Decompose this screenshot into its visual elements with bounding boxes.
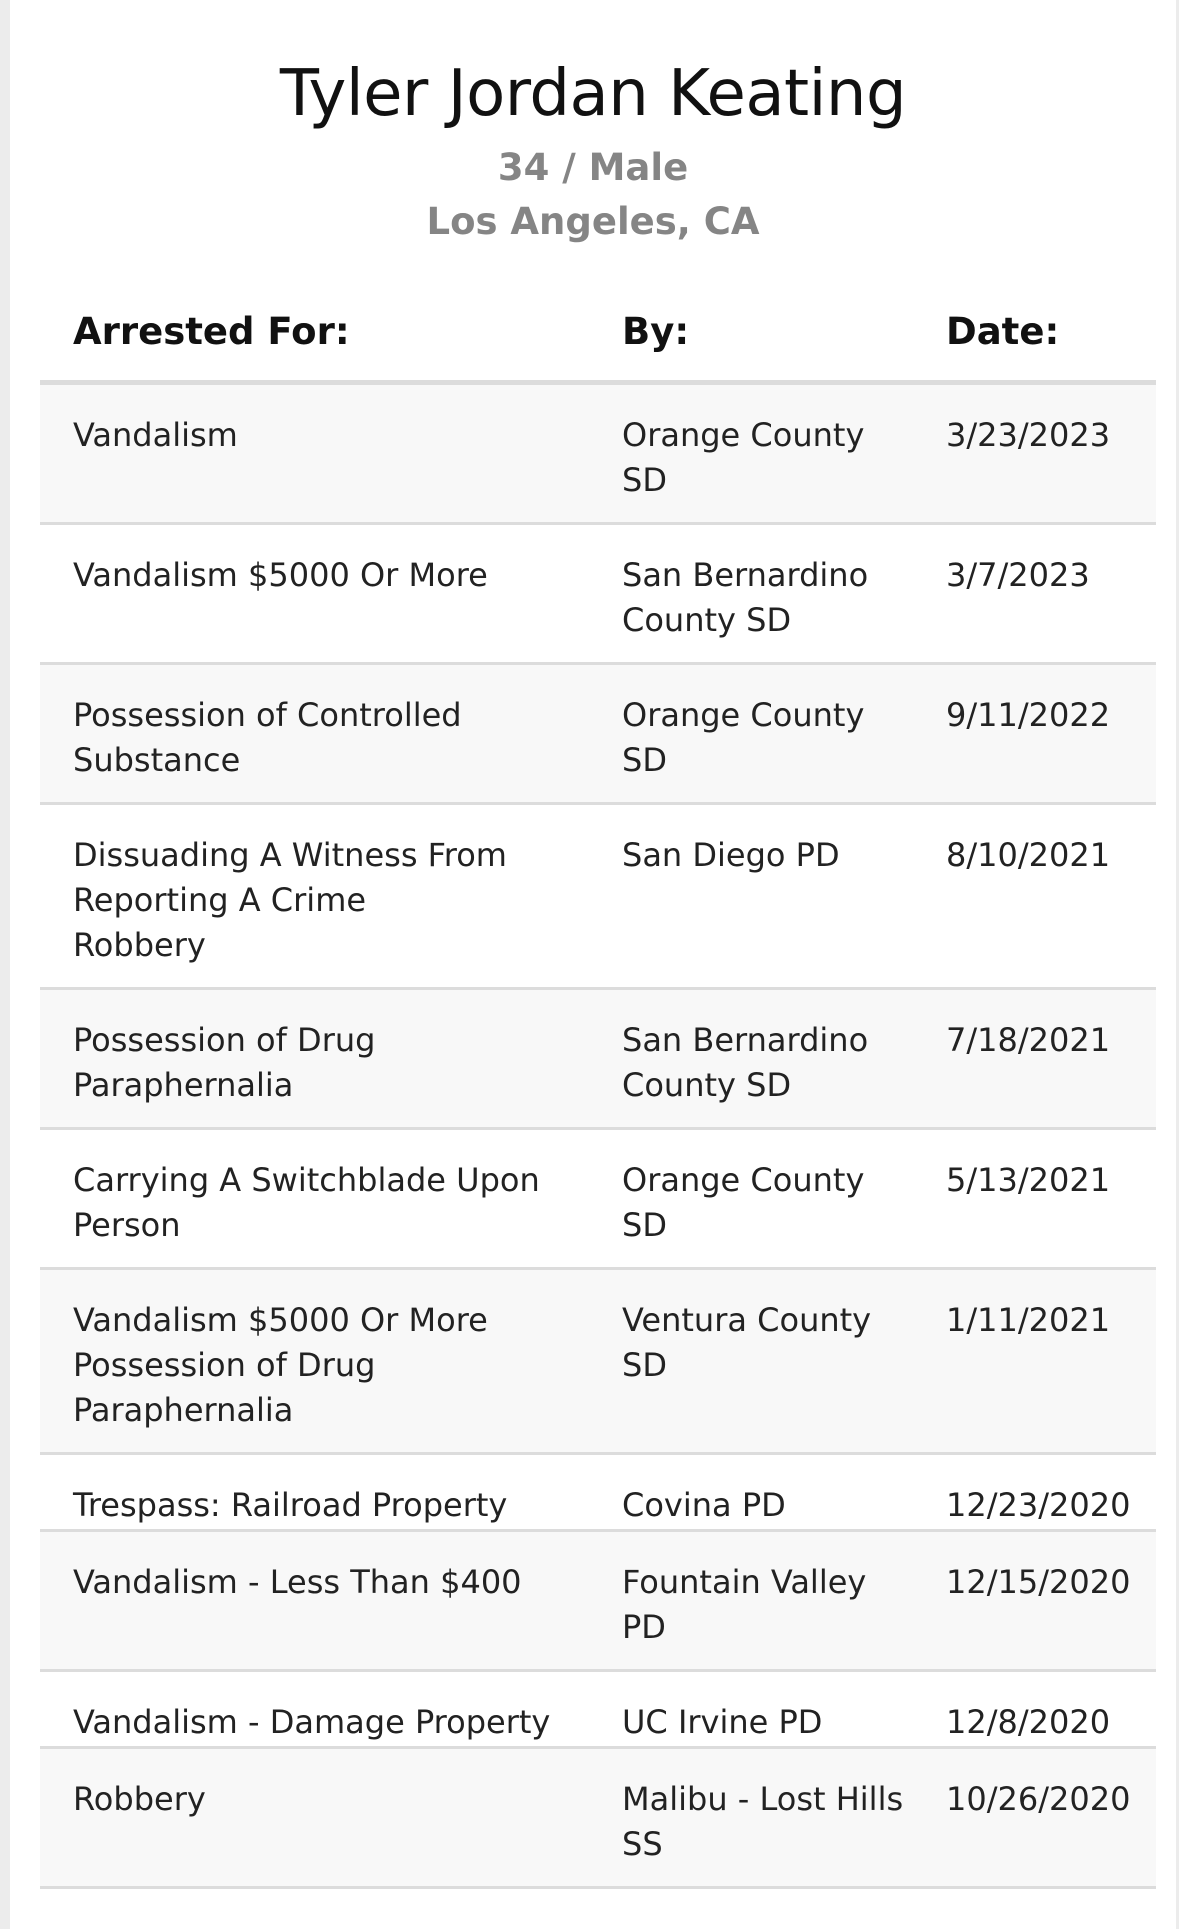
- charge-cell: Dissuading A Witness From Reporting A Crime Robbery: [73, 836, 507, 964]
- charge-cell: Trespass: Railroad Property: [73, 1486, 508, 1524]
- header-date: Date:: [946, 310, 1060, 353]
- date-cell: 9/11/2022: [946, 696, 1111, 734]
- table-row: [40, 1130, 1156, 1270]
- agency-cell: Orange County SD: [622, 696, 865, 779]
- table-row: [40, 665, 1156, 805]
- agency-cell: Orange County SD: [622, 416, 865, 499]
- agency-cell: San Diego PD: [622, 836, 840, 874]
- agency-cell: Malibu - Lost Hills SS: [622, 1780, 904, 1863]
- person-name: Tyler Jordan Keating: [279, 57, 907, 131]
- date-cell: 3/7/2023: [946, 556, 1090, 594]
- table-row: [40, 1270, 1156, 1455]
- table-body: [40, 385, 1156, 1889]
- table-row: [40, 1532, 1156, 1672]
- table-row: [40, 805, 1156, 990]
- date-cell: 8/10/2021: [946, 836, 1111, 874]
- date-cell: 3/23/2023: [946, 416, 1111, 454]
- date-cell: 5/13/2021: [946, 1161, 1111, 1199]
- agency-cell: UC Irvine PD: [622, 1703, 823, 1741]
- table-row: [40, 1749, 1156, 1889]
- charge-cell: Vandalism: [73, 416, 238, 454]
- date-cell: 1/11/2021: [946, 1301, 1111, 1339]
- agency-cell: Fountain Valley PD: [622, 1563, 867, 1646]
- table-row: [40, 525, 1156, 665]
- table-row: [40, 385, 1156, 525]
- agency-cell: Covina PD: [622, 1486, 786, 1524]
- charge-cell: Vandalism - Damage Property: [73, 1703, 551, 1741]
- charge-cell: Robbery: [73, 1780, 206, 1818]
- date-cell: 12/8/2020: [946, 1703, 1111, 1741]
- arrest-record-card: [10, 0, 1176, 1929]
- agency-cell: San Bernardino County SD: [622, 1021, 869, 1104]
- charge-cell: Vandalism - Less Than $400: [73, 1563, 522, 1601]
- charge-cell: Possession of Drug Paraphernalia: [73, 1021, 376, 1104]
- agency-cell: Orange County SD: [622, 1161, 865, 1244]
- table-row: [40, 1455, 1156, 1532]
- table-header-row: [40, 290, 1156, 385]
- date-cell: 10/26/2020: [946, 1780, 1131, 1818]
- header-by: By:: [622, 310, 690, 353]
- person-age-sex: 34 / Male: [497, 146, 689, 189]
- header-arrested-for: Arrested For:: [73, 310, 350, 353]
- date-cell: 12/15/2020: [946, 1563, 1131, 1601]
- charge-cell: Vandalism $5000 Or More Possession of Drug Paraphernalia: [73, 1301, 488, 1429]
- charge-cell: Possession of Controlled Substance: [73, 696, 462, 779]
- agency-cell: Ventura County SD: [622, 1301, 872, 1384]
- charge-cell: Vandalism $5000 Or More: [73, 556, 488, 594]
- charge-cell: Carrying A Switchblade Upon Person: [73, 1161, 540, 1244]
- table-row: [40, 1672, 1156, 1749]
- arrests-table: [40, 290, 1156, 1889]
- agency-cell: San Bernardino County SD: [622, 556, 869, 639]
- date-cell: 12/23/2020: [946, 1486, 1131, 1524]
- table-row: [40, 990, 1156, 1130]
- date-cell: 7/18/2021: [946, 1021, 1111, 1059]
- person-location: Los Angeles, CA: [426, 200, 760, 243]
